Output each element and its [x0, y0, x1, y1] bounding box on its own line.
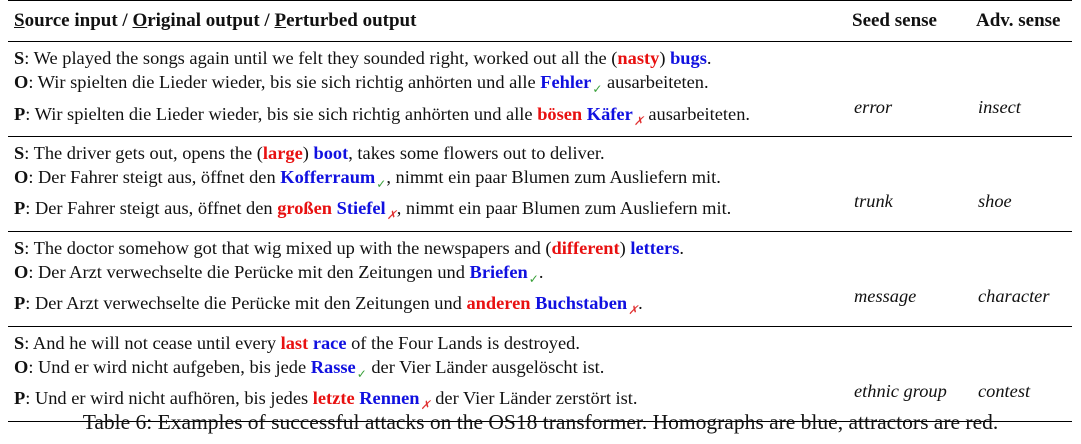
- header-adv-sense: Adv. sense: [970, 1, 1072, 42]
- check-icon: ✓: [592, 82, 603, 97]
- check-icon: ✓: [356, 366, 367, 381]
- header-seed-sense: Seed sense: [844, 1, 970, 42]
- cross-icon: ✗: [386, 208, 397, 223]
- label-s: S: [14, 48, 25, 68]
- source-line: [14, 331, 838, 355]
- adv-sense: insect: [978, 96, 1021, 117]
- table-row: [8, 42, 1072, 137]
- attractor-word: bösen: [537, 103, 583, 124]
- label-p: P: [14, 293, 26, 314]
- header-text-o: riginal output /: [147, 10, 275, 31]
- text: ausarbeiteten.: [643, 103, 751, 124]
- cross-icon: ✗: [420, 398, 431, 413]
- original-output-line: [14, 260, 838, 291]
- cross-icon: ✗: [633, 113, 644, 128]
- text: : Wir spielten die Lieder wieder, bis sie sich richtig anhörten und alle: [28, 72, 541, 93]
- table-caption: Table 6: Examples of successful attacks on the OS18 transformer. Homographs are blue, attractors are red.: [82, 410, 999, 434]
- text: ausarbeiteten.: [602, 72, 709, 93]
- homograph-word: Rasse: [310, 356, 356, 377]
- text: : Der Fahrer steigt aus, öffnet den: [28, 167, 281, 188]
- text: of the Four Lands is destroyed.: [346, 332, 580, 353]
- header-initial-o: O: [132, 10, 148, 31]
- homograph-word: Käfer: [586, 103, 633, 124]
- results-table-wrapper: [8, 0, 1072, 422]
- header-source-original-perturbed: [8, 1, 844, 42]
- label-o: O: [14, 262, 29, 283]
- table-row: [8, 326, 1072, 421]
- adv-sense: shoe: [978, 191, 1012, 212]
- text: , nimmt ein paar Blumen zum Ausliefern mit.: [386, 167, 721, 188]
- table-header-row: [8, 1, 1072, 42]
- text: ): [302, 142, 314, 163]
- label-s: S: [14, 237, 25, 258]
- label-p: P: [14, 198, 26, 219]
- label-p: P: [14, 103, 26, 124]
- homograph-word: Kofferraum: [280, 167, 376, 188]
- text: , nimmt ein paar Blumen zum Ausliefern mit.: [396, 198, 732, 219]
- attractor-word: anderen: [466, 293, 531, 314]
- attractor-word: letzte: [312, 388, 355, 409]
- homograph-word: race: [312, 332, 347, 353]
- text: : The driver gets out, opens the (: [24, 142, 263, 163]
- homograph-word: letters: [630, 237, 680, 258]
- original-output-line: [14, 70, 838, 101]
- text: : Wir spielten die Lieder wieder, bis sie sich richtig anhörten und alle: [25, 103, 538, 124]
- header-text-p: erturbed output: [286, 10, 417, 31]
- source-line: [14, 141, 838, 165]
- text: der Vier Länder zerstört ist.: [430, 388, 638, 409]
- seed-sense: ethnic group: [854, 381, 947, 402]
- check-icon: ✓: [528, 272, 539, 287]
- cross-icon: ✗: [628, 303, 639, 318]
- perturbed-output-line: [14, 291, 838, 322]
- label-o: O: [14, 167, 29, 188]
- text: ): [659, 48, 671, 68]
- check-icon: ✓: [376, 177, 387, 192]
- header-initial-s: S: [14, 10, 25, 31]
- label-o: O: [14, 356, 29, 377]
- text: : The doctor somehow got that wig mixed up with the newspapers and (: [24, 237, 552, 258]
- attack-examples-table: [8, 0, 1072, 422]
- homograph-word: boot: [313, 142, 349, 163]
- homograph-word: bugs: [670, 48, 707, 68]
- text: der Vier Länder ausgelöscht ist.: [366, 356, 605, 377]
- perturbed-output-line: [14, 102, 838, 133]
- text: : Der Arzt verwechselte die Perücke mit den Zeitungen und: [25, 293, 467, 314]
- text: .: [706, 48, 712, 68]
- attractor-word: large: [262, 142, 303, 163]
- seed-sense: error: [854, 96, 893, 117]
- homograph-word: Buchstaben: [535, 293, 628, 314]
- original-output-line: [14, 355, 838, 386]
- attractor-word: last: [280, 332, 309, 353]
- label-s: S: [14, 142, 25, 163]
- text: : And he will not cease until every: [24, 332, 281, 353]
- text: : Und er wird nicht aufgeben, bis jede: [28, 356, 311, 377]
- attractor-word: different: [551, 237, 620, 258]
- header-text-s: ource input /: [24, 10, 133, 31]
- adv-sense: contest: [978, 381, 1031, 402]
- seed-sense: trunk: [854, 191, 893, 212]
- text: : Der Arzt verwechselte die Perücke mit den Zeitungen und: [28, 262, 470, 283]
- seed-sense: message: [854, 286, 917, 307]
- attractor-word: nasty: [617, 48, 660, 68]
- table-row: [8, 136, 1072, 231]
- header-initial-p: P: [274, 10, 287, 31]
- table-row: [8, 231, 1072, 326]
- text: : Und er wird nicht aufhören, bis jedes: [25, 388, 313, 409]
- text: .: [538, 262, 544, 283]
- text: , takes some flowers out to deliver.: [348, 142, 605, 163]
- text: : Der Fahrer steigt aus, öffnet den: [25, 198, 278, 219]
- text: .: [679, 237, 684, 258]
- homograph-word: Briefen: [469, 262, 528, 283]
- adv-sense: character: [978, 286, 1050, 307]
- text: : We played the songs again until we felt they sounded right, worked out all the (: [24, 48, 618, 68]
- attractor-word: großen: [277, 198, 333, 219]
- source-line: [14, 46, 838, 70]
- homograph-word: Fehler: [540, 72, 592, 93]
- homograph-word: Rennen: [359, 388, 420, 409]
- homograph-word: Stiefel: [336, 198, 386, 219]
- text: ): [619, 237, 631, 258]
- label-o: O: [14, 72, 29, 93]
- text: .: [638, 293, 643, 314]
- perturbed-output-line: [14, 196, 838, 227]
- original-output-line: [14, 165, 838, 196]
- source-line: [14, 236, 838, 260]
- label-s: S: [14, 332, 25, 353]
- label-p: P: [14, 388, 26, 409]
